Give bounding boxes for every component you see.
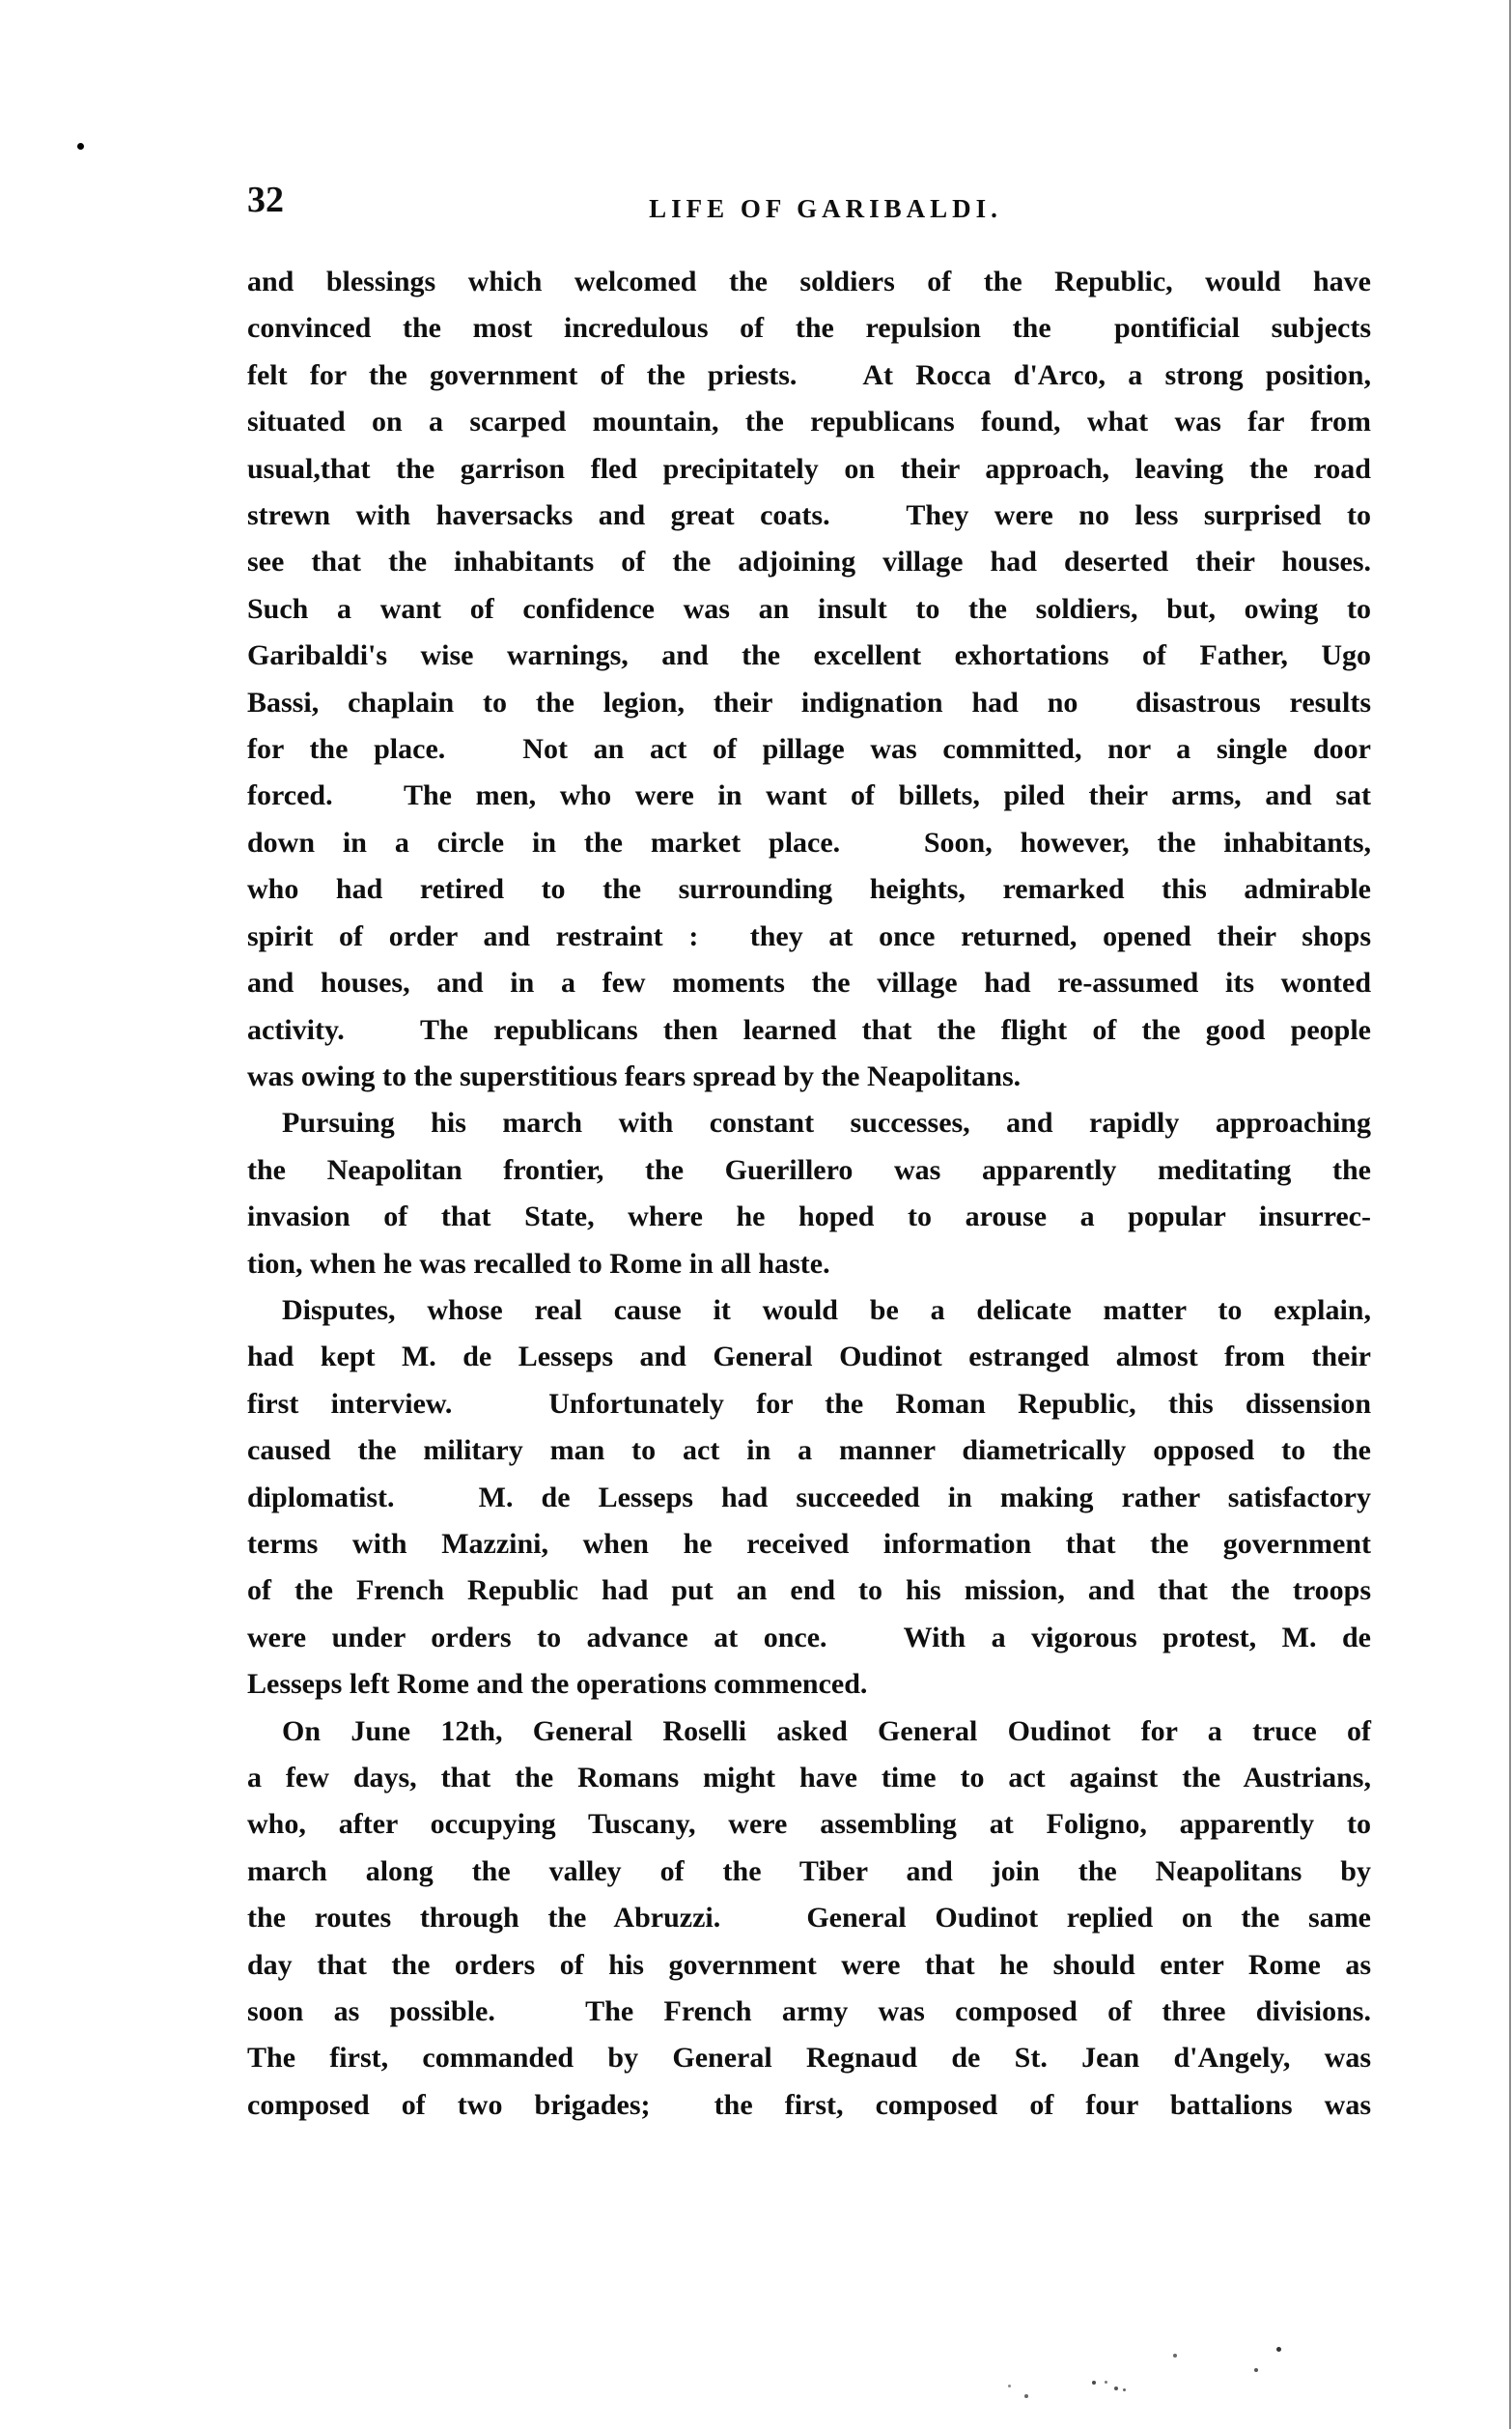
text-line: strewn with haversacks and great coats. They were no less surprised to (247, 499, 1371, 532)
scan-speck (1173, 2354, 1177, 2358)
text-line: were under orders to advance at once. With a vigorous protest, M. de (247, 1621, 1371, 1653)
text-line: invasion of that State, where he hoped to arouse a popular insurrec- (247, 1200, 1371, 1233)
text-line: Such a want of confidence was an insult to the soldiers, but, owing to (247, 592, 1371, 625)
text-line: who had retired to the surrounding heights, remarked this admirable (247, 873, 1371, 906)
text-line: day that the orders of his government were that he should enter Rome as (247, 1948, 1371, 1981)
scan-speck (1254, 2368, 1258, 2372)
scan-edge-line (1509, 0, 1511, 2429)
text-line: On June 12th, General Roselli asked General Oudinot for a truce of (282, 1714, 1371, 1747)
text-line: caused the military man to act in a manner diametrically opposed to the (247, 1434, 1371, 1467)
text-line: march along the valley of the Tiber and join the Neapolitans by (247, 1854, 1371, 1887)
ink-spot (77, 143, 84, 150)
text-line: down in a circle in the market place. Soon, however, the inhabitants, (247, 826, 1371, 859)
text-line: Bassi, chaplain to the legion, their indignation had no disastrous results (247, 686, 1371, 719)
text-line: for the place. Not an act of pillage was committed, nor a single door (247, 733, 1371, 766)
text-line: Garibaldi's wise warnings, and the excellent exhortations of Father, Ugo (247, 639, 1371, 672)
text-line: convinced the most incredulous of the repulsion the pontificial subjects (247, 312, 1371, 345)
page-number: 32 (247, 180, 284, 220)
text-line: usual,that the garrison fled precipitately on their approach, leaving the road (247, 452, 1371, 485)
running-title: LIFE OF GARIBALDI. (649, 194, 1002, 223)
text-line: the routes through the Abruzzi. General Oudinot replied on the same (247, 1902, 1371, 1935)
text-line: and houses, and in a few moments the village had re-assumed its wonted (247, 967, 1371, 1000)
text-line: see that the inhabitants of the adjoining village had deserted their houses. (247, 546, 1371, 579)
text-line: who, after occupying Tuscany, were assembling at Foligno, apparently to (247, 1808, 1371, 1841)
scan-speck (1092, 2381, 1096, 2385)
text-line: first interview. Unfortunately for the Roman Republic, this dissension (247, 1387, 1371, 1420)
text-line: was owing to the superstitious fears spread by the Neapolitans. (247, 1059, 1022, 1092)
text-line: forced. The men, who were in want of billets, piled their arms, and sat (247, 779, 1371, 812)
text-line: soon as possible. The French army was composed of three divisions. (247, 1995, 1371, 2028)
text-line: Pursuing his march with constant successes, and rapidly approaching (282, 1107, 1371, 1140)
text-line: terms with Mazzini, when he received information that the government (247, 1527, 1371, 1560)
scan-speck (1024, 2394, 1028, 2398)
text-line: the Neapolitan frontier, the Guerillero was apparently meditating the (247, 1153, 1371, 1186)
text-line: felt for the government of the priests. At Rocca d'Arco, a strong position, (247, 358, 1371, 391)
text-line: spirit of order and restraint : they at once returned, opened their shops (247, 919, 1371, 952)
scan-speck (1114, 2387, 1118, 2390)
text-line: The first, commanded by General Regnaud de St. Jean d'Angely, was (247, 2042, 1371, 2075)
text-line: tion, when he was recalled to Rome in all haste. (247, 1247, 830, 1280)
text-line: composed of two brigades; the first, composed of four battalions was (247, 2088, 1371, 2121)
text-line: activity. The republicans then learned that the flight of the good people (247, 1013, 1371, 1046)
scan-speck (1276, 2347, 1281, 2352)
text-line: had kept M. de Lesseps and General Oudinot estranged almost from their (247, 1341, 1371, 1373)
text-line: and blessings which welcomed the soldiers of the Republic, would have (247, 266, 1371, 297)
scan-speck (1105, 2381, 1107, 2384)
text-line: of the French Republic had put an end to his mission, and that the troops (247, 1574, 1371, 1607)
text-line: situated on a scarped mountain, the republicans found, what was far from (247, 406, 1371, 438)
scan-speck (1123, 2388, 1126, 2391)
text-line: Lesseps left Rome and the operations commenced. (247, 1668, 868, 1701)
body-text (247, 259, 1371, 2129)
text-line: Disputes, whose real cause it would be a delicate matter to explain, (282, 1293, 1371, 1326)
text-line: diplomatist. M. de Lesseps had succeeded in making rather satisfactory (247, 1481, 1371, 1513)
text-line: a few days, that the Romans might have time to act against the Austrians, (247, 1762, 1371, 1794)
scan-speck (1008, 2385, 1011, 2387)
